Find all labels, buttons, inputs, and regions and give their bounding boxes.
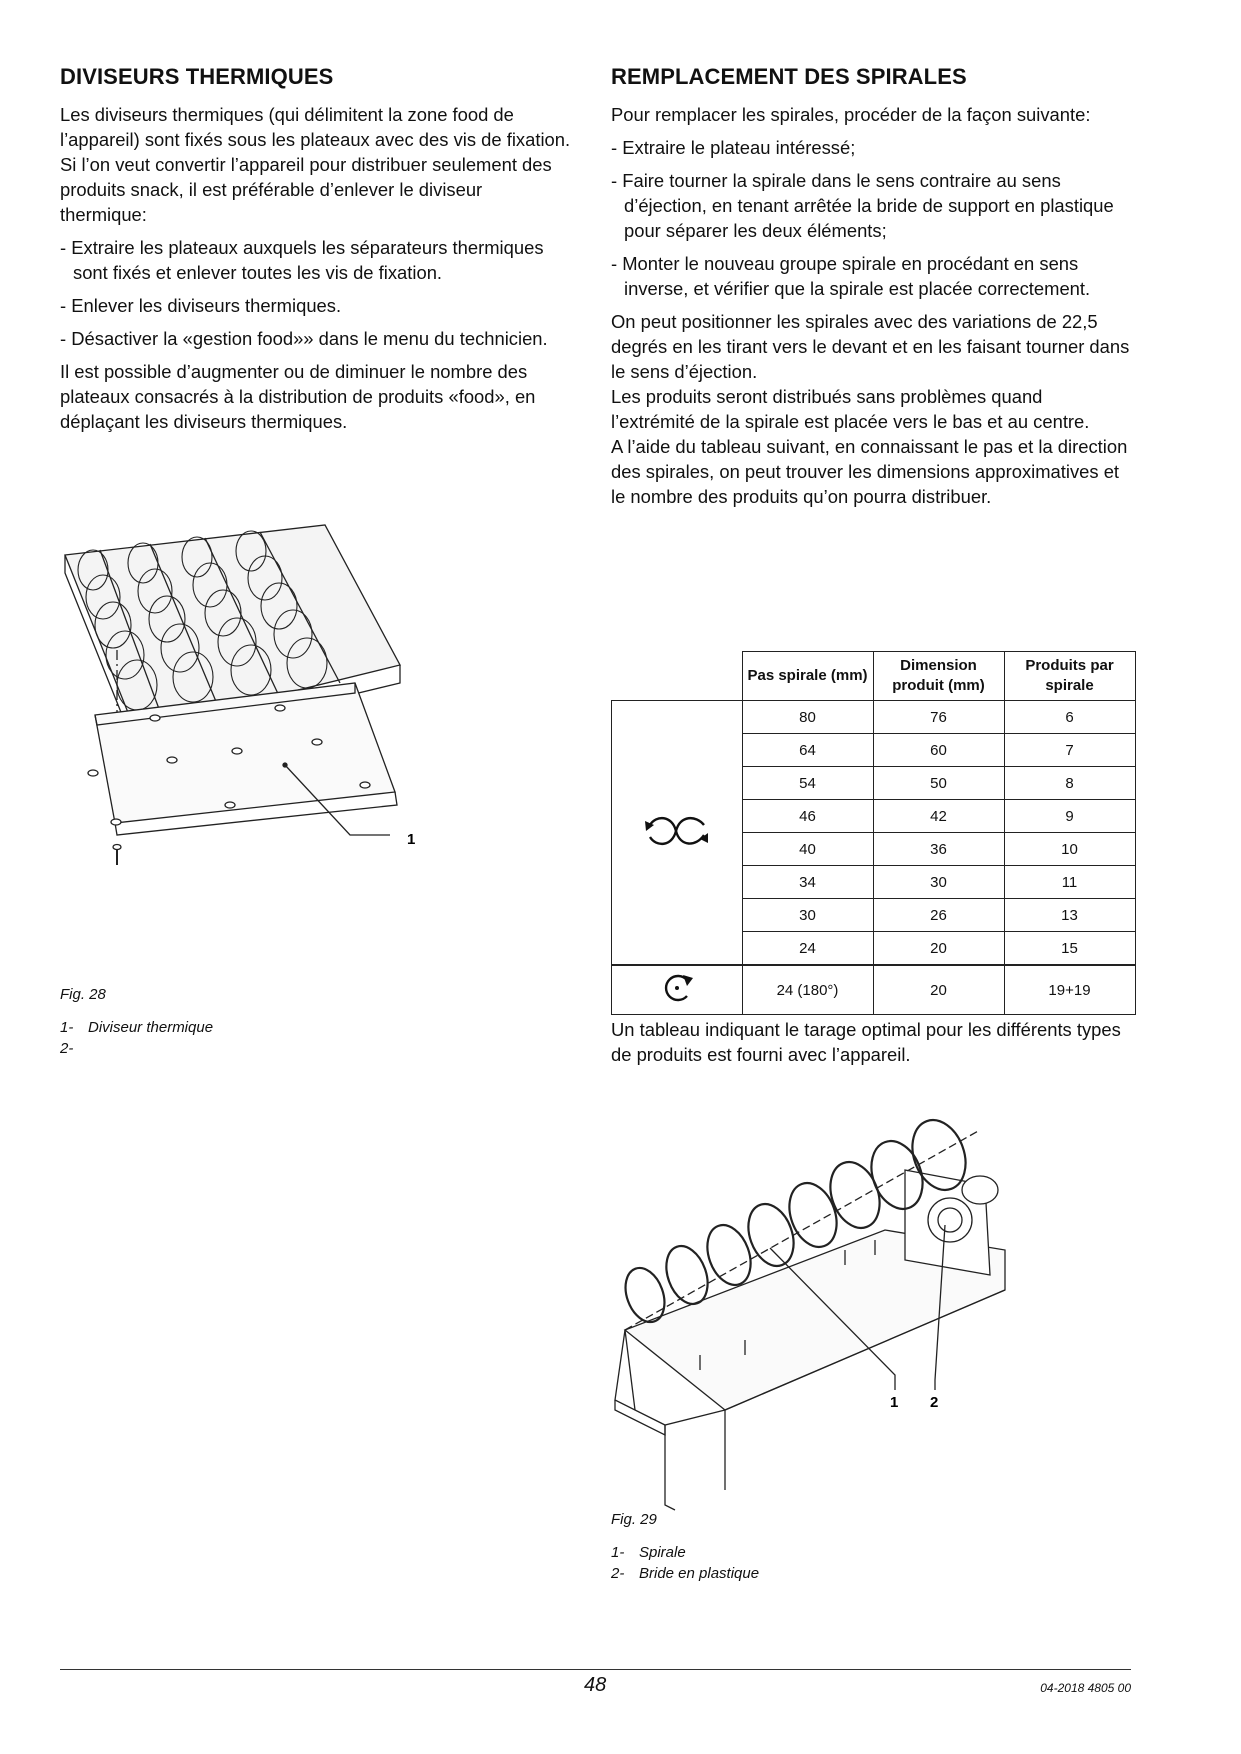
table-cell: 42 (873, 800, 1004, 833)
instruction-list (611, 135, 1131, 301)
table-cell: 34 (742, 866, 873, 899)
paragraph: Les diviseurs thermiques (qui délimitent la zone food de l’appareil) sont fixés sous les plateaux avec des vis de fixation. (60, 104, 571, 150)
table-cell: 30 (873, 866, 1004, 899)
figure-legend (60, 1017, 213, 1059)
column-header: Produits par spirale (1004, 652, 1135, 701)
figure-caption: Fig. 28 (60, 986, 106, 1003)
section-title-spiral-replacement: REMPLACEMENT DES SPIRALES (611, 64, 967, 89)
double-rotation-icon (642, 811, 712, 851)
table-header-row (612, 652, 1136, 701)
footer-divider (60, 1669, 1131, 1670)
table-cell: 40 (742, 833, 873, 866)
page-number: 48 (584, 1674, 607, 1696)
table-corner (612, 652, 743, 701)
table-cell: 76 (873, 701, 1004, 734)
single-spiral-symbol-cell (612, 965, 743, 1015)
table-cell: 80 (742, 701, 873, 734)
table-cell: 13 (1004, 899, 1135, 932)
paragraph: Les produits seront distribués sans problèmes quand l’extrémité de la spirale est placée vers le bas et au centre. (611, 386, 1090, 432)
document-code: 04-2018 4805 00 (1040, 1681, 1131, 1695)
list-item: - Désactiver la «gestion food»» dans le menu du technicien. (60, 326, 574, 351)
paragraph: A l’aide du tableau suivant, en connaissant le pas et la direction des spirales, on peut trouver les dimensions approximatives et le nombre des produits qu’on pourra distribuer. (611, 436, 1128, 507)
left-column (60, 64, 574, 434)
legend-item: 1- Spirale (611, 1544, 686, 1561)
right-column (611, 64, 1131, 509)
table-cell: 20 (873, 965, 1004, 1015)
paragraph: Si l’on veut convertir l’appareil pour distribuer seulement des produits snack, il est préférable d’enlever le diviseur thermique: (60, 154, 552, 225)
legend-item: 2- Bride en plastique (611, 1565, 760, 1582)
table-cell: 36 (873, 833, 1004, 866)
table-cell: 24 (742, 932, 873, 966)
table-cell: 64 (742, 734, 873, 767)
instruction-list (60, 235, 574, 351)
table-row (612, 701, 1136, 734)
table-cell: 54 (742, 767, 873, 800)
spiral-table (611, 651, 1136, 1015)
table-cell: 26 (873, 899, 1004, 932)
table-cell: 10 (1004, 833, 1135, 866)
figure-29-caption-block (611, 1510, 759, 1584)
list-item: - Extraire le plateau intéressé; (611, 135, 1131, 160)
section-title-thermal-dividers: DIVISEURS THERMIQUES (60, 64, 334, 89)
table-cell: 20 (873, 932, 1004, 966)
table-cell: 9 (1004, 800, 1135, 833)
list-item: - Enlever les diviseurs thermiques. (60, 293, 574, 318)
table-cell: 46 (742, 800, 873, 833)
column-header: Pas spirale (mm) (742, 652, 873, 701)
single-rotation-icon (657, 970, 697, 1006)
figure-caption: Fig. 29 (611, 1511, 657, 1528)
table-cell: 19+19 (1004, 965, 1135, 1015)
legend-item: 2- (60, 1040, 74, 1057)
table-cell: 24 (180°) (742, 965, 873, 1015)
table-cell: 7 (1004, 734, 1135, 767)
table-cell: 30 (742, 899, 873, 932)
callout-number: 1 (407, 831, 416, 848)
spiral-illustration (605, 1090, 1025, 1520)
table-cell: 60 (873, 734, 1004, 767)
list-item: - Extraire les plateaux auxquels les séparateurs thermiques sont fixés et enlever toutes les vis de fixation. (60, 235, 574, 285)
list-item: - Monter le nouveau groupe spirale en procédant en sens inverse, et vérifier que la spirale est placée correctement. (611, 251, 1131, 301)
double-spiral-symbol-cell (612, 701, 743, 966)
thermal-divider-illustration (55, 515, 465, 975)
list-item: - Faire tourner la spirale dans le sens contraire au sens d’éjection, en tenant arrêtée la bride de support en plastique pour séparer les deux éléments; (611, 168, 1131, 243)
table-row (612, 965, 1136, 1015)
paragraph: Il est possible d’augmenter ou de diminuer le nombre des plateaux consacrés à la distribution de produits «food», en déplaçant les diviseurs thermiques. (60, 361, 536, 432)
paragraph: On peut positionner les spirales avec des variations de 22,5 degrés en les tirant vers le devant et en les faisant tourner dans le sens d’éjection. (611, 311, 1130, 382)
table-cell: 8 (1004, 767, 1135, 800)
legend-item: 1- Diviseur thermique (60, 1019, 214, 1036)
table-cell: 11 (1004, 866, 1135, 899)
paragraph: Pour remplacer les spirales, procéder de la façon suivante: (611, 104, 1091, 125)
column-header: Dimension produit (mm) (873, 652, 1004, 701)
callout-number: 2 (930, 1394, 939, 1411)
table-cell: 6 (1004, 701, 1135, 734)
figure-28-caption-block (60, 985, 213, 1059)
table-cell: 50 (873, 767, 1004, 800)
paragraph: Un tableau indiquant le tarage optimal pour les différents types de produits est fourni avec l’appareil. (611, 1019, 1121, 1065)
callout-number: 1 (890, 1394, 899, 1411)
table-cell: 15 (1004, 932, 1135, 966)
figure-legend (611, 1542, 759, 1584)
